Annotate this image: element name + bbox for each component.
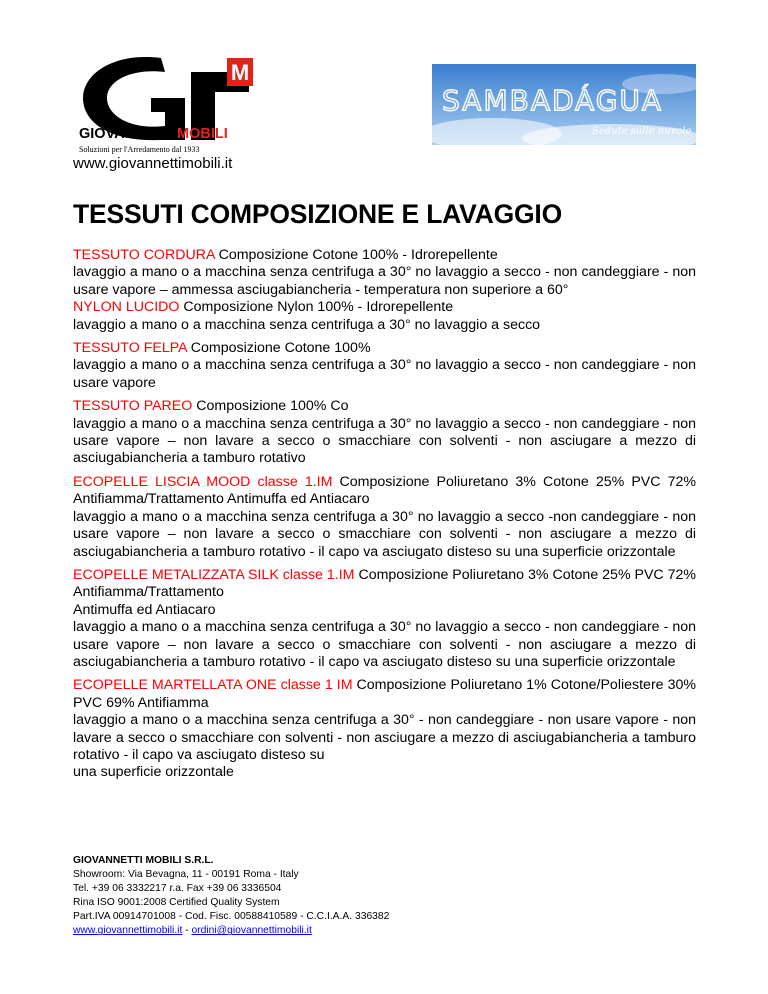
fabric-care: lavaggio a mano o a macchina senza centrifuga a 30° no lavaggio a secco: [73, 316, 541, 333]
sambadagua-banner: [432, 64, 696, 145]
fabric-heading: [73, 677, 696, 712]
footer-showroom: Showroom: Via Bevagna, 11 - 00191 Roma - Italy: [73, 869, 299, 881]
logo-tagline: Soluzioni per l'Arredamento dal 1933: [79, 145, 200, 154]
fabric-care: lavaggio a mano o a macchina senza centrifuga a 30° no lavaggio a secco -non candeggiare - non usare vapore – non lavare a secco o smacchiare con solventi - non asciugare a mezzo di asciugabiancheria a tamburo rotativo - il capo va asciugato disteso su una superficie orizzontale: [73, 508, 696, 560]
fabric-group-cordura-nylon: [73, 247, 696, 334]
fabric-composition: Composizione Poliuretano 1% Cotone/Poliestere 30% PVC 69% Antifiamma: [73, 677, 696, 711]
fabric-group-liscia-mood: [73, 474, 696, 561]
footer-link-separator: -: [182, 925, 192, 937]
fabric-group-pareo: [73, 398, 696, 468]
fabric-care-extra: una superficie orizzontale: [73, 764, 234, 781]
fabric-care: lavaggio a mano o a macchina senza centrifuga a 30° - non candeggiare - non usare vapore - non lavare a secco o smacchiare con solventi - non asciugare a mezzo di asciugabiancheria a tamburo rotativo - il capo va asciugato disteso su: [73, 712, 696, 763]
fabric-composition: Composizione Poliuretano 3% Cotone 25% PVC 72% Antifiamma/Trattamento: [73, 566, 697, 601]
fabric-group-martellata-one: [73, 677, 696, 781]
banner-tagline: Sedute sulle nuvole: [592, 126, 692, 137]
fabric-care: lavaggio a mano o a macchina senza centrifuga a 30° no lavaggio a secco - non candeggiare - non usare vapore – non lavare a secco o smacchiare con solventi - non asciugare a mezzo di asciugabiancheria a tamburo rotativo - il capo va asciugato disteso su una superficie orizzontale: [73, 619, 696, 670]
footer-certification: Rina ISO 9001:2008 Certified Quality System: [73, 897, 280, 909]
fabric-composition: Composizione Cotone 100% - Idrorepellente: [214, 247, 498, 263]
fabric-composition: Composizione Poliuretano 3% Cotone 25% PVC 72% Antifiamma/Trattamento Antimuffa ed Antiacaro: [73, 473, 696, 508]
footer-website-link[interactable]: www.giovannettimobili.it: [73, 925, 183, 937]
fabric-name: TESSUTO PAREO: [73, 398, 193, 415]
fabric-name: ECOPELLE LISCIA MOOD classe 1.IM: [73, 473, 333, 490]
fabric-heading: [73, 247, 696, 264]
fabric-care: lavaggio a mano o a macchina senza centrifuga a 30° no lavaggio a secco - non candeggiare - non usare vapore – ammessa asciugabiancheria - temperatura non superiore a 60°: [73, 264, 696, 298]
fabric-list: [73, 247, 696, 788]
fabric-name: NYLON LUCIDO: [73, 299, 180, 316]
fabric-care: lavaggio a mano o a macchina senza centrifuga a 30° no lavaggio a secco - non candeggiare - non usare vapore – non lavare a secco o smacchiare con solventi - non asciugare a mezzo di asciugabiancheria a tamburo rotativo: [73, 415, 696, 467]
footer-email-link[interactable]: ordini@giovannettimobili.it: [191, 925, 312, 937]
fabric-heading: [73, 340, 696, 357]
page-title: TESSUTI COMPOSIZIONE E LAVAGGIO: [73, 199, 562, 229]
banner-title: SAMBADÁGUA: [442, 84, 664, 117]
footer-links: [73, 924, 573, 938]
logo-brand-text: GIOVANNETTIMOBILI: [79, 126, 228, 142]
fabric-name: ECOPELLE METALIZZATA SILK classe 1.IM: [73, 566, 355, 583]
footer-tax: Part.IVA 00914701008 - Cod. Fisc. 00588410589 - C.C.I.A.A. 336382: [73, 911, 390, 923]
header-website: www.giovannettimobili.it: [73, 155, 233, 172]
fabric-composition: Composizione Cotone 100%: [186, 340, 371, 357]
footer: [73, 854, 573, 939]
fabric-group-metalizzata-silk: [73, 567, 696, 671]
footer-company: GIOVANNETTI MOBILI S.R.L.: [73, 855, 214, 866]
fabric-composition-extra: Antimuffa ed Antiacaro: [73, 601, 216, 618]
fabric-composition: Composizione 100% Co: [192, 398, 349, 415]
fabric-heading: [73, 567, 696, 602]
logo-m-letter: M: [230, 60, 250, 85]
footer-phone: Tel. +39 06 3332217 r.a. Fax +39 06 3336504: [73, 883, 282, 895]
fabric-name: ECOPELLE MARTELLATA ONE classe 1 IM: [73, 677, 353, 694]
fabric-heading: [73, 474, 696, 509]
fabric-heading: [73, 398, 696, 415]
fabric-name: TESSUTO CORDURA: [73, 247, 215, 263]
fabric-group-felpa: [73, 340, 696, 392]
fabric-heading: [73, 299, 696, 316]
fabric-name: TESSUTO FELPA: [73, 340, 187, 357]
fabric-composition: Composizione Nylon 100% - Idrorepellente: [179, 299, 454, 316]
fabric-care: lavaggio a mano o a macchina senza centrifuga a 30° no lavaggio a secco - non candeggiare - non usare vapore: [73, 357, 696, 391]
